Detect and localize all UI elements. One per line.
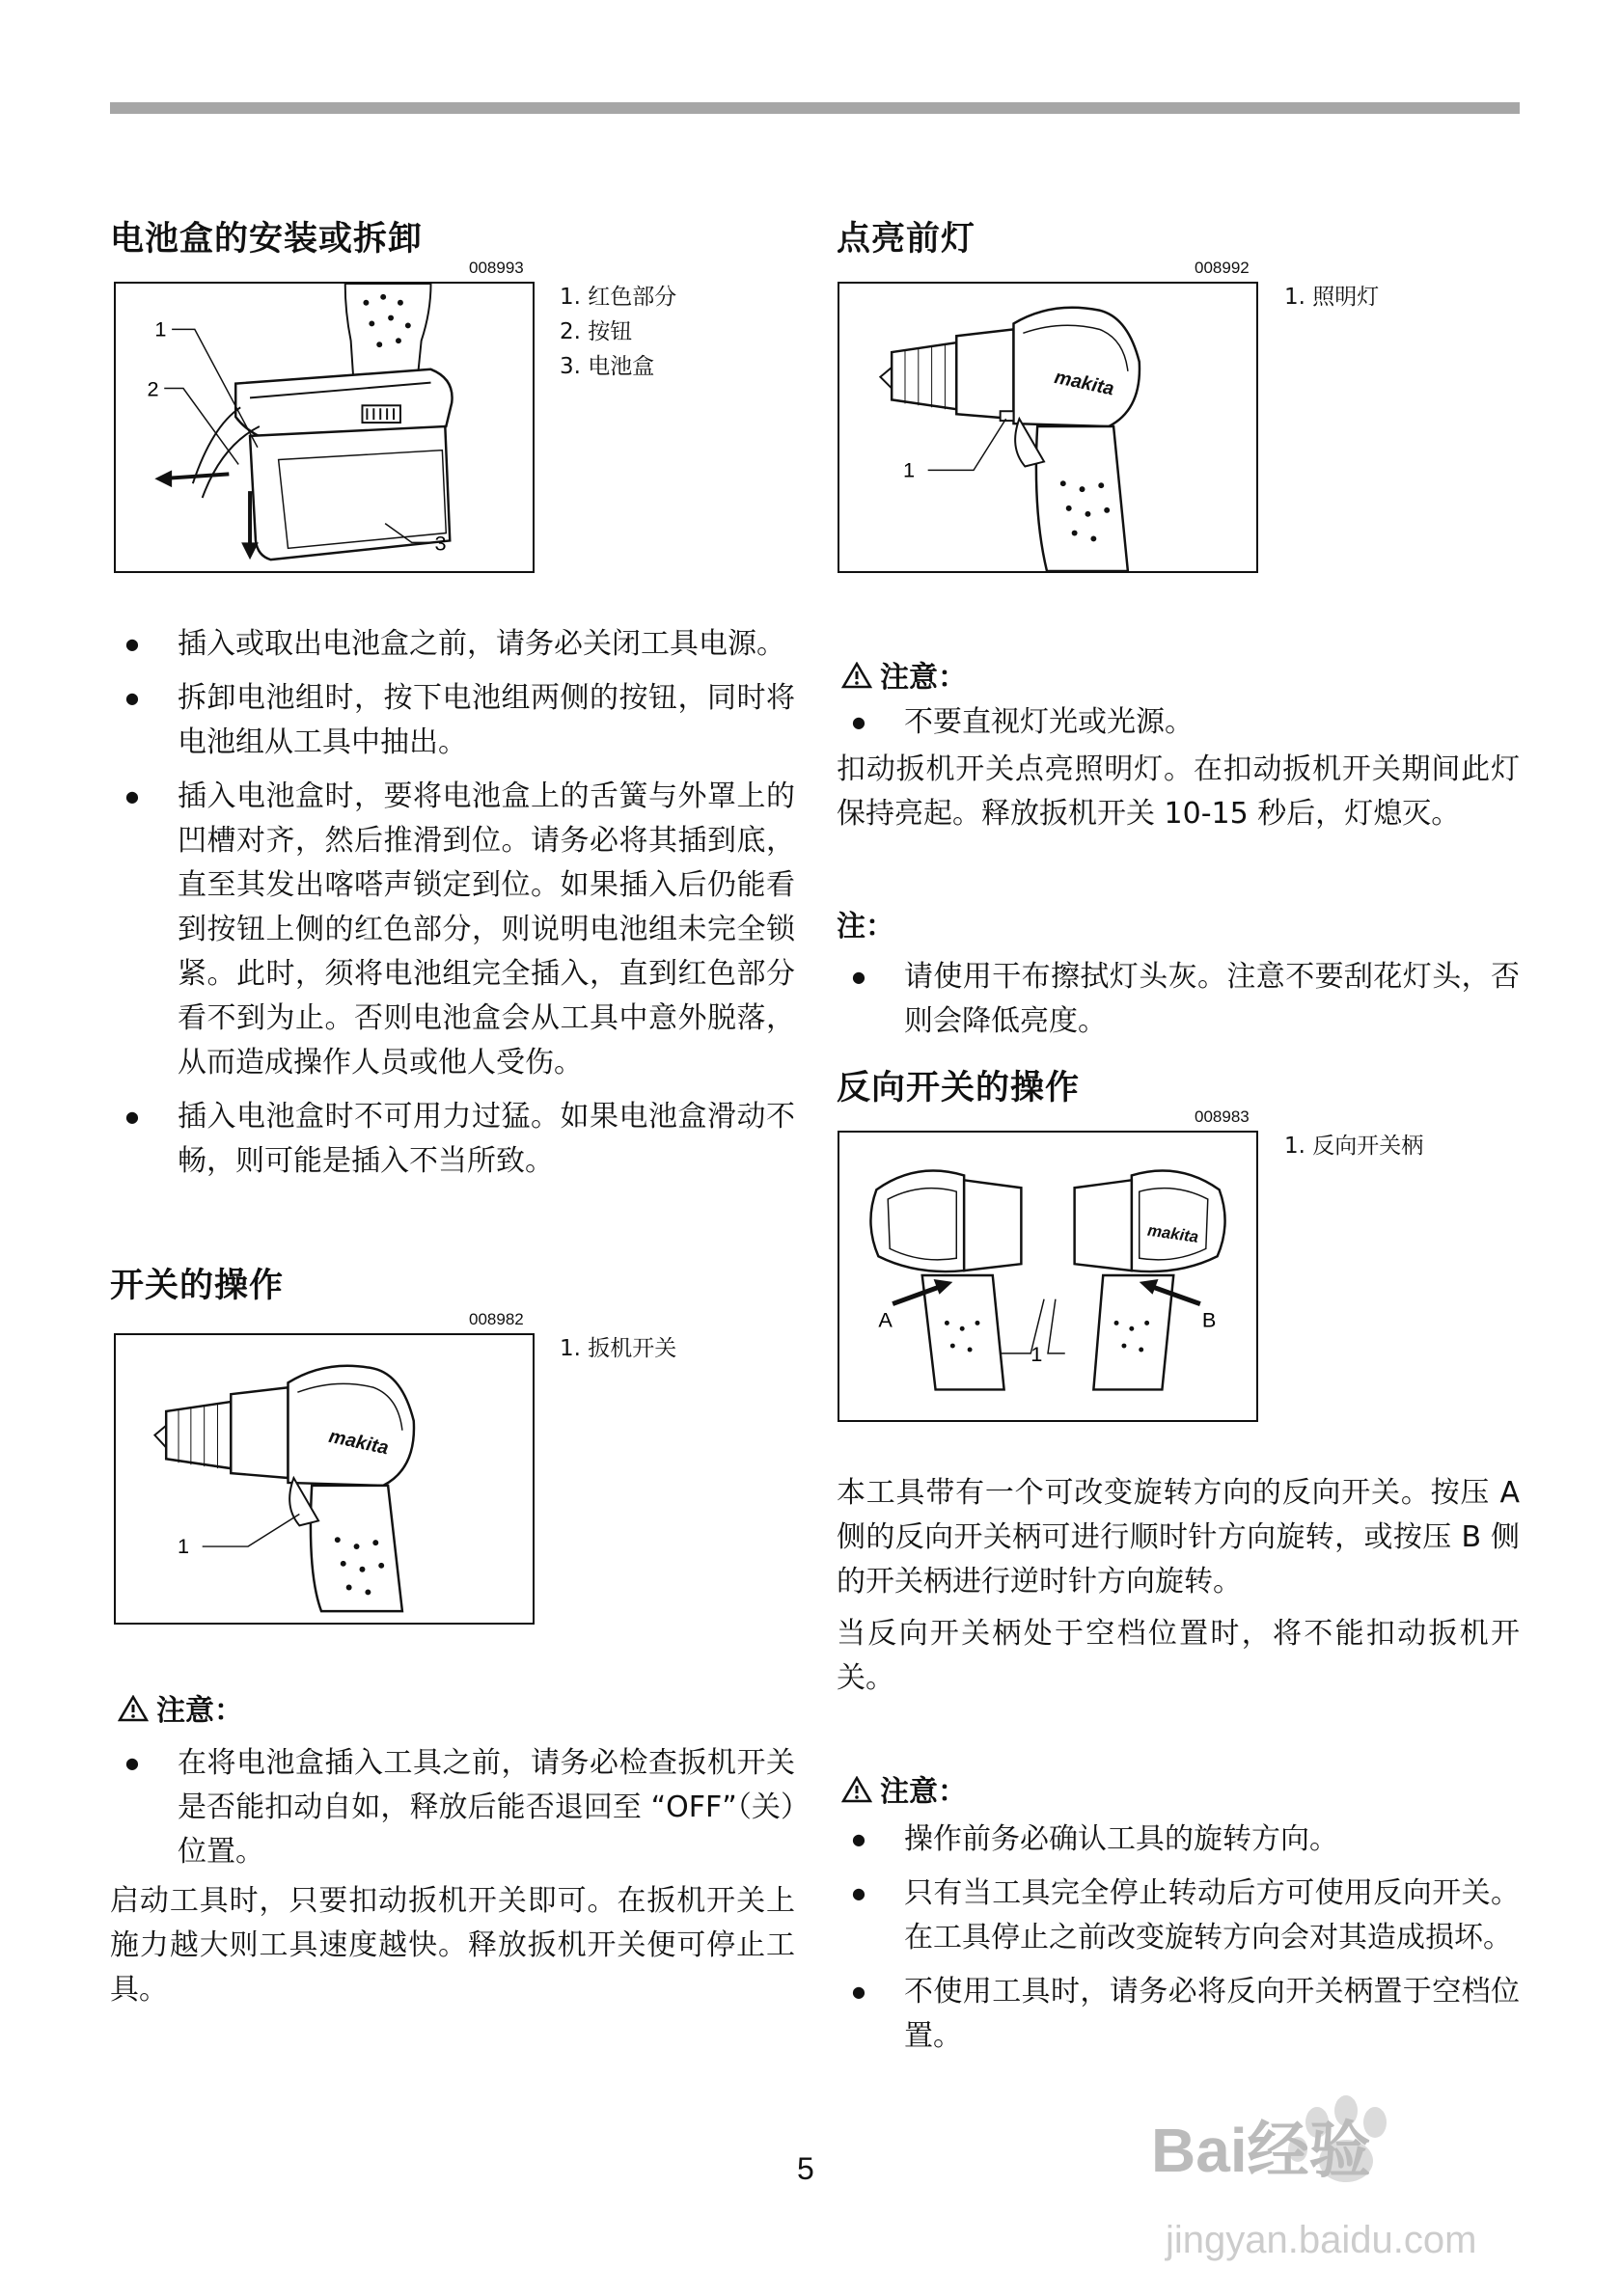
- svg-text:makita: makita: [1052, 366, 1116, 400]
- reverse-caution-heading: [841, 1767, 967, 1810]
- page-number: 5: [797, 2151, 814, 2186]
- light-callout-1: 1: [903, 457, 916, 482]
- light-caution-heading: [841, 653, 967, 696]
- reverse-legend-item: 1. 反向开关柄: [1284, 1134, 1424, 1159]
- reverse-figure-code: 008983: [1195, 1107, 1250, 1126]
- light-note-bullet: ● 请使用干布擦拭灯头灰。注意不要刮花灯头，否则会降低亮度。: [837, 955, 1520, 1044]
- battery-callout-1: 1: [154, 316, 167, 342]
- light-caution-label: 注意：: [880, 661, 967, 695]
- battery-bullets: [110, 622, 795, 1193]
- svg-text:makita: makita: [326, 1425, 391, 1460]
- switch-figure-code: 008982: [469, 1310, 524, 1328]
- battery-bullet: ● 插入电池盒时不可用力过猛。如果电池盒滑动不畅，则可能是插入不当所致。: [110, 1095, 795, 1184]
- battery-section-title: 电池盒的安装或拆卸: [110, 220, 424, 259]
- reverse-legend: [1284, 1129, 1423, 1163]
- reverse-caution-bullet: ● 只有当工具完全停止转动后方可使用反向开关。在工具停止之前改变旋转方向会对其造成损坏。: [837, 1872, 1520, 1960]
- battery-bullet: ● 插入电池盒时，要将电池盒上的舌簧与外罩上的凹槽对齐，然后推滑到位。请务必将其插到底，直至其发出喀嗒声锁定到位。如果插入后仍能看到按钮上侧的红色部分，则说明电池组未完全锁紧。此时，须将电池组完全插入，直到红色部分看不到为止。否则电池盒会从工具中意外脱落，从而造成操作人员或他人受伤。: [110, 775, 795, 1085]
- switch-caution-bullets: [110, 1741, 795, 1884]
- switch-section-title: 开关的操作: [110, 1267, 285, 1305]
- switch-caution-heading: [118, 1686, 243, 1729]
- switch-legend-item: 1. 扳机开关: [560, 1336, 677, 1361]
- switch-callout-1: 1: [178, 1533, 190, 1558]
- battery-legend-item: 1. 红色部分: [560, 285, 677, 310]
- light-note-label: 注：: [837, 910, 894, 943]
- reverse-callout-1: 1: [1030, 1341, 1043, 1366]
- warning-triangle-icon: [841, 662, 872, 689]
- reverse-caution-bullet: ● 操作前务必确认工具的旋转方向。: [837, 1818, 1520, 1862]
- switch-paragraph-block: [110, 1879, 795, 2020]
- battery-legend-item: 3. 电池盒: [560, 354, 655, 379]
- light-note-bullets: [837, 955, 1520, 1053]
- battery-bullet: ● 插入或取出电池盒之前，请务必关闭工具电源。: [110, 622, 795, 667]
- light-caution-bullet: ● 不要直视灯光或光源。: [837, 700, 1520, 745]
- light-figure: [838, 282, 1258, 573]
- front-light-drill-illustration: [839, 284, 1256, 571]
- light-paragraph-block: [837, 748, 1520, 844]
- battery-figure: [114, 282, 535, 573]
- battery-legend-item: 2. 按钮: [560, 319, 633, 344]
- top-rule: [110, 102, 1520, 114]
- light-legend-item: 1. 照明灯: [1284, 285, 1380, 310]
- reverse-figure: [838, 1131, 1258, 1422]
- battery-bullet: ● 拆卸电池组时，按下电池组两侧的按钮，同时将电池组从工具中抽出。: [110, 676, 795, 765]
- light-legend: [1284, 280, 1379, 314]
- reverse-paragraph: 本工具带有一个可改变旋转方向的反向开关。按压 A 侧的反向开关柄可进行顺时针方向旋转，或按压 B 侧的开关柄进行逆时针方向旋转。: [837, 1476, 1520, 1599]
- battery-illustration: [116, 284, 533, 571]
- reverse-callout-b: B: [1201, 1307, 1217, 1332]
- watermark-url: jingyan.baidu.com: [1166, 2219, 1477, 2261]
- reverse-section-title: 反向开关的操作: [837, 1069, 1081, 1107]
- reverse-paragraph: 当反向开关柄处于空档位置时，将不能扣动扳机开关。: [837, 1617, 1520, 1695]
- light-note-heading: [837, 902, 894, 944]
- battery-legend: [560, 280, 676, 384]
- battery-figure-code: 008993: [469, 259, 524, 277]
- battery-callout-3: 3: [434, 531, 447, 556]
- switch-figure: [114, 1333, 535, 1625]
- switch-caution-label: 注意：: [156, 1694, 243, 1728]
- reverse-callout-a: A: [878, 1307, 893, 1332]
- trigger-drill-illustration: [116, 1335, 533, 1623]
- switch-paragraph: 启动工具时，只要扣动扳机开关即可。在扳机开关上施力越大则工具速度越快。释放扳机开关便可停止工具。: [110, 1884, 795, 2007]
- light-section-title: 点亮前灯: [837, 220, 976, 259]
- battery-callout-2: 2: [147, 376, 159, 401]
- warning-triangle-icon: [118, 1695, 149, 1722]
- reverse-caution-bullets: [837, 1818, 1520, 2068]
- reverse-caution-label: 注意：: [880, 1775, 967, 1809]
- light-figure-code: 008992: [1195, 259, 1250, 277]
- warning-triangle-icon: [841, 1776, 872, 1803]
- reverse-switch-illustration: [839, 1133, 1256, 1420]
- reverse-caution-bullet: ● 不使用工具时，请务必将反向开关柄置于空档位置。: [837, 1970, 1520, 2059]
- switch-caution-bullet: ● 在将电池盒插入工具之前，请务必检查扳机开关是否能扣动自如，释放后能否退回至 “OFF”（关）位置。: [110, 1741, 795, 1874]
- watermark-brand: Bai经验: [1151, 2116, 1371, 2185]
- svg-text:makita: makita: [1146, 1220, 1200, 1246]
- reverse-paragraphs: [837, 1471, 1520, 1708]
- light-paragraph: 扣动扳机开关点亮照明灯。在扣动扳机开关期间此灯保持亮起。释放扳机开关 10-15 秒后，灯熄灭。: [837, 752, 1520, 831]
- switch-legend: [560, 1331, 676, 1366]
- light-caution-bullets: [837, 700, 1520, 754]
